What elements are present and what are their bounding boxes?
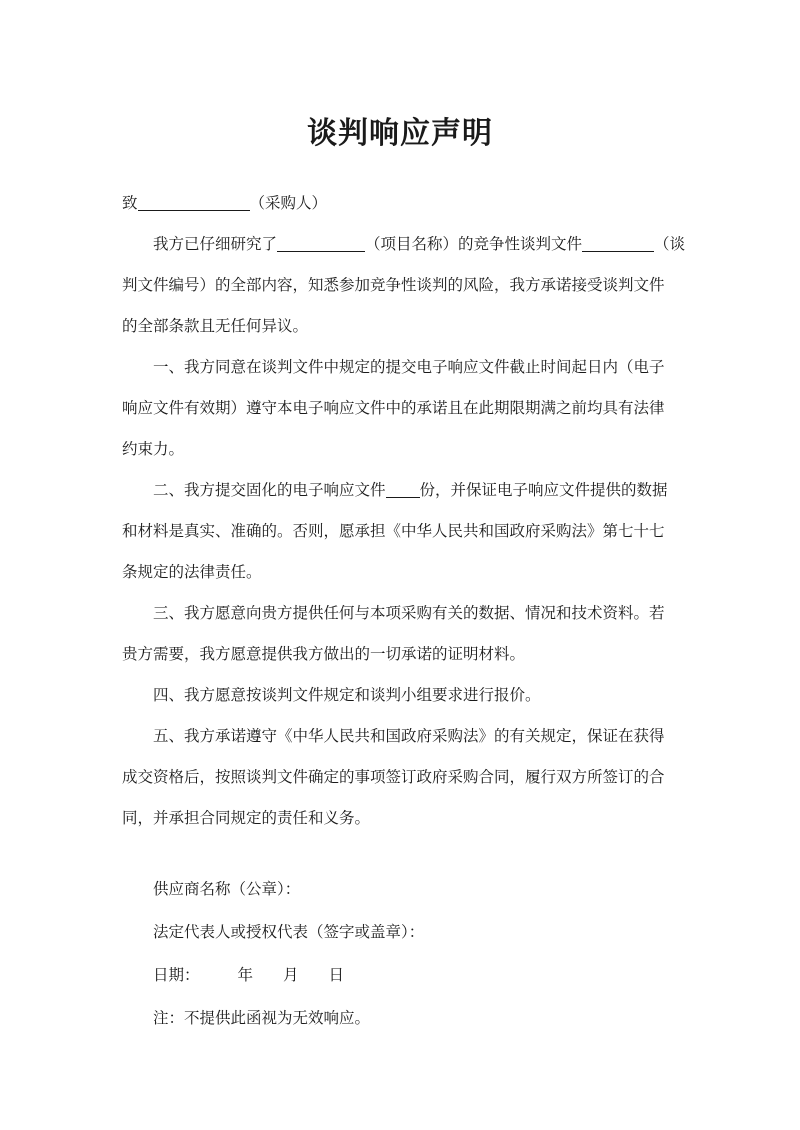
note-text: 注：不提供此函视为无效响应。 [153,1009,371,1027]
document-body [122,183,686,839]
project-name-blank[interactable] [277,235,365,252]
date-line: 日期： 年 月 日 [153,966,345,984]
item-1-paragraph: 一、我方同意在谈判文件中规定的提交电子响应文件截止时间起日内（电子 响应文件有效期）遵守本电子响应文件中的承诺且在此期限期满之前均具有法律 约束力。 [122,358,665,458]
item-3-paragraph: 三、我方愿意向贵方提供任何与本项采购有关的数据、情况和技术资料。若 贵方需要，我方愿意提供我方做出的一切承诺的证明材料。 [122,604,665,663]
intro-paragraph: 我方已仔细研究了 （项目名称）的竞争性谈判文件 （谈 判文件编号）的全部内容，知悉参加竞争性谈判的风险，我方承诺接受谈判文件 的全部条款且无任何异议。 [122,235,686,335]
document-title: 谈判响应声明 [307,116,493,151]
item-2-paragraph: 二、我方提交固化的电子响应文件 份，并保证电子响应文件提供的数据 和材料是真实、准确的。否则，愿承担《中华人民共和国政府采购法》第七十七 条规定的法律责任。 [122,481,668,581]
document-number-blank[interactable] [582,235,654,252]
addressee-line: 致 （采购人） [122,194,328,212]
representative-label: 法定代表人或授权代表（签字或盖章）： [153,923,425,941]
item-4-paragraph: 四、我方愿意按谈判文件规定和谈判小组要求进行报价。 [153,686,541,704]
supplier-name-label: 供应商名称（公章）： [153,880,301,898]
copies-blank[interactable] [386,481,420,498]
item-5-paragraph: 五、我方承诺遵守《中华人民共和国政府采购法》的有关规定，保证在获得 成交资格后，按照谈判文件确定的事项签订政府采购合同，履行双方所签订的合 同，并承担合同规定的责任和义务。 [122,727,665,827]
purchaser-blank[interactable] [138,194,250,211]
